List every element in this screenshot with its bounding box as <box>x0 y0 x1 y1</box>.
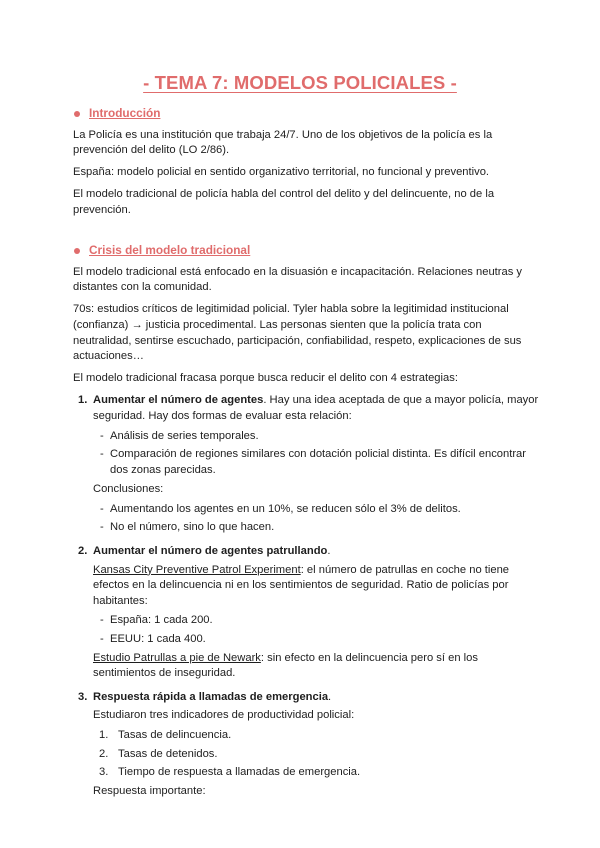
paragraph: España: modelo policial en sentido organizativo territorial, no funcional y preventivo. <box>73 166 490 179</box>
dash-item: - EEUU: 1 cada 400. <box>100 632 543 648</box>
dash-item: - No el número, sino lo que hacen. <box>100 520 543 536</box>
list-number: 3. <box>78 690 88 703</box>
section-heading-intro <box>73 106 543 122</box>
dash-item: - Aumentando los agentes en un 10%, se reducen sólo el 3% de delitos. <box>100 502 543 518</box>
section-heading-crisis <box>73 243 543 259</box>
list-item <box>73 690 543 800</box>
paragraph: La Policía es una institución que trabaja 24/7. Uno de los objetivos de la policía es la prevención del delito (LO 2/86). <box>73 128 493 157</box>
section-title: Crisis del modelo tradicional <box>89 243 251 258</box>
item-title: Aumentar el número de agentes patrullando <box>93 545 328 558</box>
study-text: : sin efecto en la delincuencia pero sí en los sentimientos de inseguridad. <box>93 651 478 680</box>
paragraph: 70s: estudios críticos de legitimidad policial. Tyler habla sobre la legitimidad institucional (confianza) → justicia procedimental. Las personas sienten que la policía trata con neutralidad, sentirse escuchado, participación, confiabilidad, respeto, explicaciones de sus actuaciones… <box>73 303 522 363</box>
indicator-item: 2. Tasas de detenidos. <box>99 747 218 760</box>
strategies-list <box>73 393 543 799</box>
bullet-icon <box>74 248 80 254</box>
list-item <box>73 544 543 682</box>
list-item <box>73 393 543 536</box>
conclusions-label: Conclusiones: <box>93 483 164 496</box>
dash-item: - Análisis de series temporales. <box>100 429 543 445</box>
item-tail: Respuesta importante: <box>93 784 206 797</box>
item-text: . <box>327 545 331 558</box>
item-title: Respuesta rápida a llamadas de emergencia <box>93 690 329 703</box>
paragraph: El modelo tradicional fracasa porque busca reducir el delito con 4 estrategias: <box>73 372 458 385</box>
paragraph: El modelo tradicional de policía habla del control del delito y del delincuente, no de la prevención. <box>73 188 495 216</box>
document-body <box>73 106 543 804</box>
section-title: Introducción <box>89 106 161 120</box>
dash-item: - España: 1 cada 200. <box>100 613 543 629</box>
study-link[interactable]: Estudio Patrullas a pie de Newark <box>93 651 261 664</box>
item-title: Aumentar el número de agentes <box>93 394 264 407</box>
indicator-item: 1. Tasas de delincuencia. <box>99 729 232 741</box>
dash-item: - Comparación de regiones similares con dotación policial distinta. Es difícil encontrar dos zonas parecidas. <box>100 447 543 478</box>
item-text: . Hay una idea aceptada de que a mayor policía, mayor seguridad. Hay dos formas de evaluar esta relación: <box>93 394 539 422</box>
study-link[interactable]: Kansas City Preventive Patrol Experiment <box>93 563 301 576</box>
bullet-icon <box>74 111 80 117</box>
list-number: 2. <box>78 545 88 558</box>
item-text: . <box>328 690 332 703</box>
page-title: - TEMA 7: MODELOS POLICIALES - <box>143 72 457 93</box>
indicators-intro: Estudiaron tres indicadores de productividad policial: <box>93 709 355 722</box>
paragraph: El modelo tradicional está enfocado en la disuasión e incapacitación. Relaciones neutras y distantes con la comunidad. <box>73 265 523 294</box>
list-number: 1. <box>78 394 88 407</box>
study-text: : el número de patrullas en coche no tiene efectos en la delincuencia ni en los sentimientos de seguridad. Ratio de policías por habitantes: <box>93 563 510 607</box>
indicator-item: 3. Tiempo de respuesta a llamadas de emergencia. <box>99 766 361 779</box>
